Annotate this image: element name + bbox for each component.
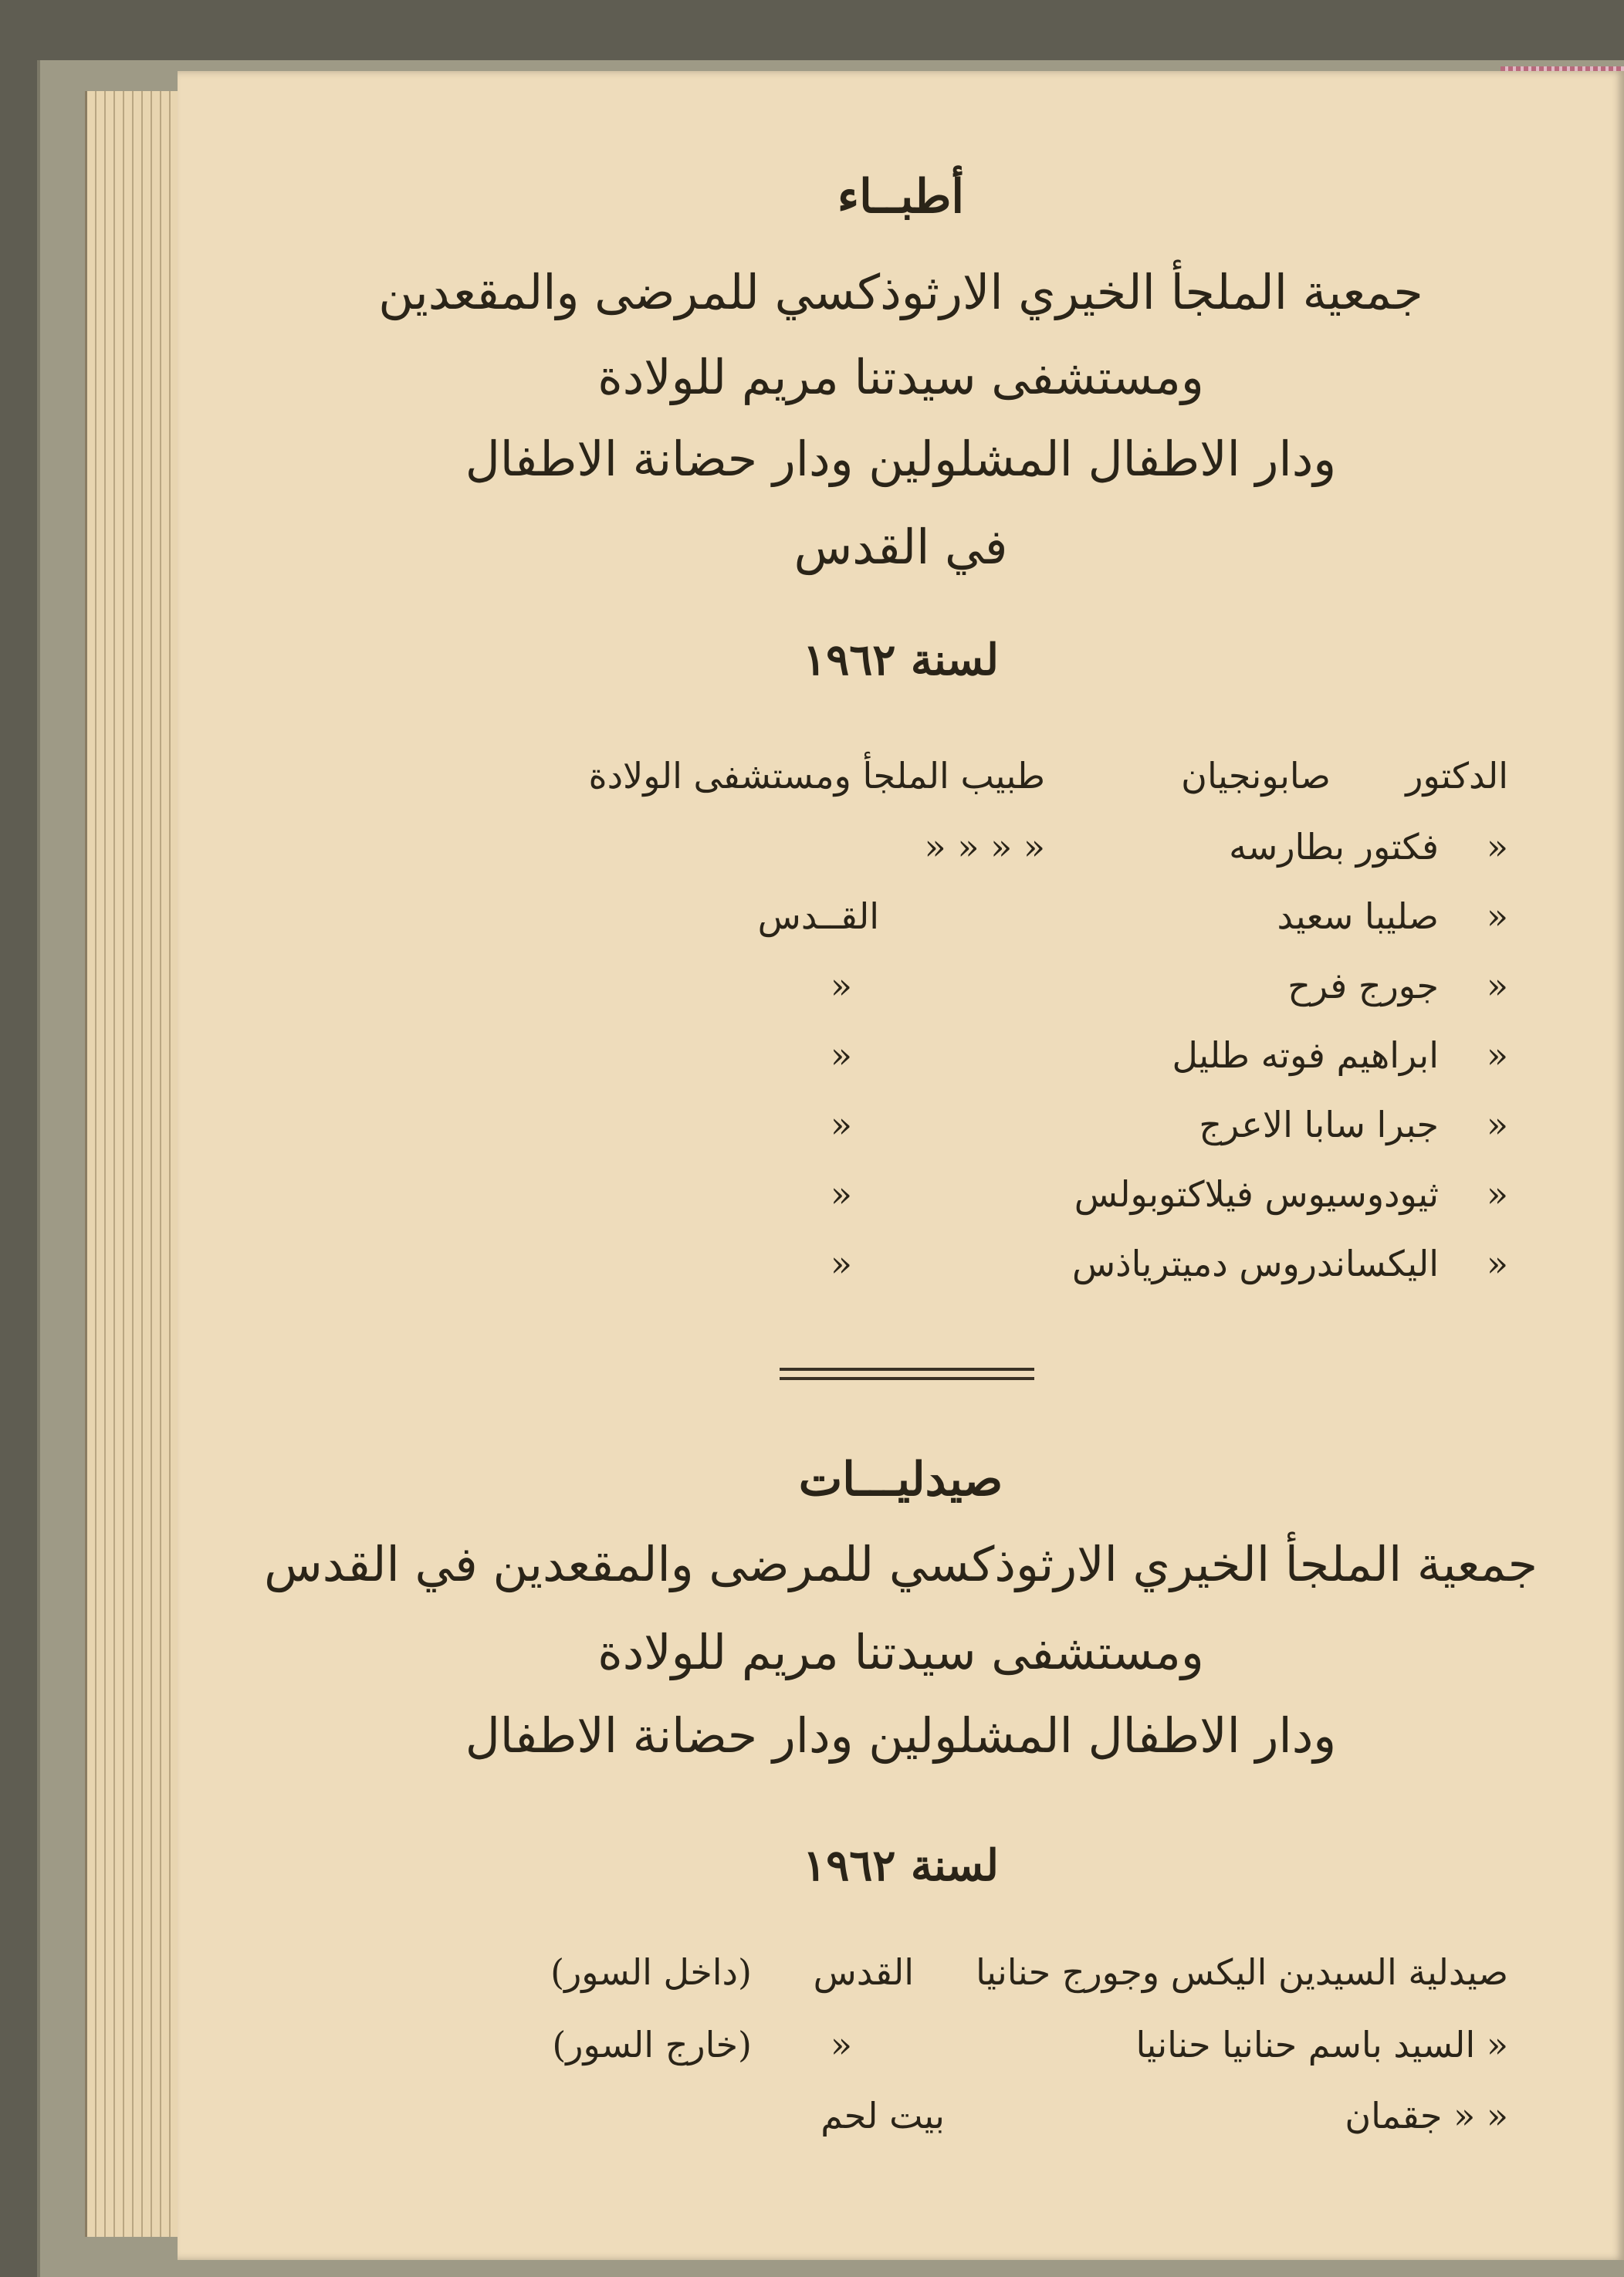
doctors-year: لسنة ١٩٦٢ xyxy=(803,634,999,685)
doctor-name: صليبا سعيد xyxy=(1277,895,1439,937)
doctor-role: « xyxy=(830,1104,852,1145)
pharmacy-location: (داخل السور) xyxy=(550,1951,752,1993)
doctor-name: ابراهيم فوته طليل xyxy=(1172,1034,1439,1076)
doctor-role: « xyxy=(830,1173,852,1215)
doctor-role: القــدس xyxy=(757,895,879,937)
doctor-row xyxy=(178,1243,1624,1297)
pharmacy-row xyxy=(178,1951,1624,2005)
doctor-prefix: الدكتور xyxy=(1406,755,1508,797)
doctors-org-line-1: جمعية الملجأ الخيري الارثوذكسي للمرضى والمقعدين xyxy=(378,264,1423,320)
doctors-org-line-4: في القدس xyxy=(793,519,1008,575)
doctor-prefix: « xyxy=(1486,1243,1508,1284)
doctor-row xyxy=(178,826,1624,880)
doctor-name: ثيودوسيوس فيلاكتوبولس xyxy=(1074,1173,1439,1215)
pharmacies-year: لسنة ١٩٦٢ xyxy=(803,1840,999,1891)
pharmacy-name: « « جقمان xyxy=(1345,2095,1508,2137)
doctor-prefix: « xyxy=(1486,1104,1508,1145)
pharmacy-city: القدس xyxy=(813,1951,914,1993)
doctor-name: فكتور بطارسه xyxy=(1229,826,1439,868)
pharmacy-location: (خارج السور) xyxy=(552,2024,752,2066)
doctor-name: جورج فرح xyxy=(1287,965,1439,1007)
doctor-name: جبرا سابا الاعرج xyxy=(1199,1104,1439,1145)
pharmacy-name: « السيد باسم حنانيا حنانيا xyxy=(1135,2024,1508,2066)
doctor-name: صابونجيان xyxy=(1181,755,1331,797)
doctor-row xyxy=(178,895,1624,949)
pharmacies-org-line-3: ودار الاطفال المشلولين ودار حضانة الاطفال xyxy=(465,1707,1337,1764)
doctors-org-line-2: ومستشفى سيدتنا مريم للولادة xyxy=(597,349,1204,405)
doctor-role: « « « « xyxy=(924,826,1045,868)
doctor-row xyxy=(178,1173,1624,1227)
doctor-row xyxy=(178,965,1624,1019)
doctor-prefix: « xyxy=(1486,895,1508,937)
pharmacy-city: « xyxy=(830,2024,852,2066)
pharmacies-org-line-2: ومستشفى سيدتنا مريم للولادة xyxy=(597,1624,1204,1680)
doctor-role: طبيب الملجأ ومستشفى الولادة xyxy=(588,755,1045,797)
doctors-org-line-3: ودار الاطفال المشلولين ودار حضانة الاطفال xyxy=(465,431,1337,487)
doctor-prefix: « xyxy=(1486,1034,1508,1076)
doctor-row xyxy=(178,755,1624,809)
pharmacies-org-line-1: جمعية الملجأ الخيري الارثوذكسي للمرضى والمقعدين في القدس xyxy=(264,1536,1538,1592)
doctor-row xyxy=(178,1034,1624,1088)
pharmacy-row xyxy=(178,2095,1624,2149)
pharmacy-row xyxy=(178,2024,1624,2078)
pharmacy-city: بيت لحم xyxy=(820,2095,945,2137)
doctor-prefix: « xyxy=(1486,826,1508,868)
doctor-role: « xyxy=(830,1034,852,1076)
doctor-name: اليكساندروس دميترياذس xyxy=(1071,1243,1439,1284)
section-divider-top xyxy=(780,1368,1034,1371)
doctor-prefix: « xyxy=(1486,1173,1508,1215)
book-page xyxy=(178,71,1624,2260)
doctor-role: « xyxy=(830,965,852,1007)
pharmacy-name: صيدلية السيدين اليكس وجورج حنانيا xyxy=(976,1951,1508,1993)
section-divider-bottom xyxy=(780,1377,1034,1380)
doctor-row xyxy=(178,1104,1624,1158)
doctor-prefix: « xyxy=(1486,965,1508,1007)
doctor-role: « xyxy=(830,1243,852,1284)
doctors-title: أطبــاء xyxy=(837,170,965,224)
pharmacies-title: صيدليـــات xyxy=(798,1453,1003,1507)
